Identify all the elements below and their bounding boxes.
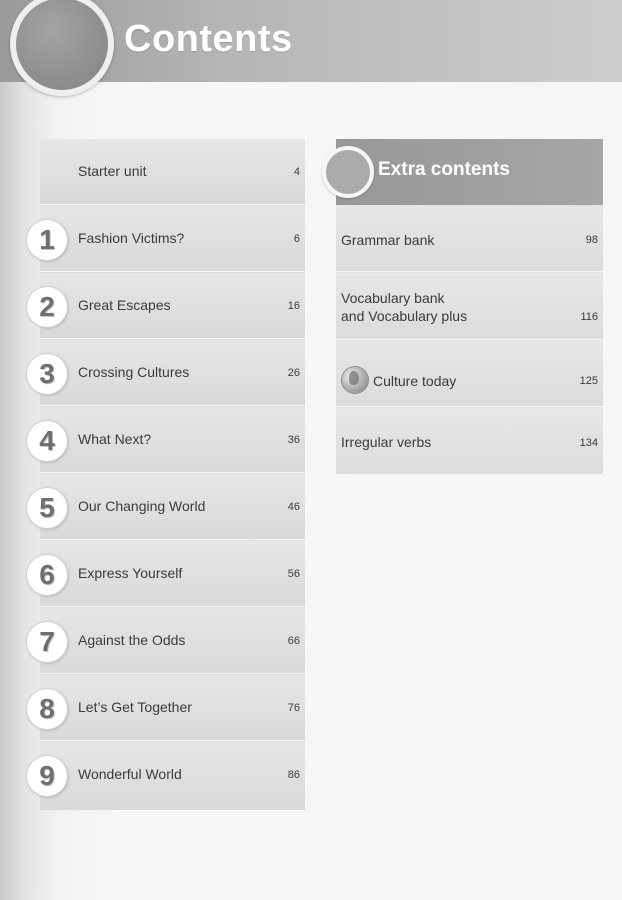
unit-page-number: 4 [293,166,300,178]
unit-row-9[interactable] [40,742,305,810]
extra-contents-panel [336,139,603,474]
unit-number: 9 [39,760,55,791]
unit-page-number: 36 [287,434,300,446]
unit-row-1[interactable] [40,206,305,272]
unit-page-number: 86 [287,769,300,781]
unit-number: 3 [39,358,55,389]
globe-icon [342,367,368,393]
unit-number-badge [27,555,67,595]
page-title: Contents [124,18,293,60]
unit-row-8[interactable] [40,675,305,741]
extra-header-circle-decoration [322,146,374,198]
unit-number-badge [27,220,67,260]
extra-contents-title: Extra contents [378,159,510,180]
unit-label: Crossing Cultures [78,364,190,380]
units-panel [40,139,305,810]
unit-page-number: 46 [287,501,300,513]
extra-item-page-number: 134 [579,437,598,449]
unit-number-badge [27,421,67,461]
unit-page-number: 16 [287,300,300,312]
unit-number: 1 [39,224,55,255]
unit-row-6[interactable] [40,541,305,607]
unit-page-number: 76 [287,702,300,714]
unit-row-3[interactable] [40,340,305,406]
header-circle-decoration [10,0,114,96]
unit-number-badge [27,287,67,327]
extra-item-label-line2: and Vocabulary plus [341,308,468,324]
extra-item-label: Irregular verbs [341,434,432,450]
extra-item-page-number: 125 [579,375,598,387]
unit-number-badge [27,622,67,662]
unit-label: Wonderful World [78,766,182,782]
unit-label: Fashion Victims? [78,230,185,246]
extra-row-vocabulary-bank[interactable] [336,273,603,340]
unit-number: 2 [39,291,55,322]
unit-label: Our Changing World [78,498,206,514]
unit-page-number: 66 [287,635,300,647]
unit-number-badge [27,488,67,528]
unit-label: Against the Odds [78,632,186,648]
extra-item-page-number: 98 [585,234,598,246]
unit-number: 6 [39,559,55,590]
unit-number-badge [27,756,67,796]
extra-item-page-number: 116 [580,311,598,323]
unit-number: 4 [39,425,55,456]
unit-label: Starter unit [78,163,147,179]
unit-page-number: 6 [293,233,300,245]
unit-row-4[interactable] [40,407,305,473]
unit-row-5[interactable] [40,474,305,540]
extra-row-culture-today[interactable] [336,341,603,407]
extra-contents-header [336,139,603,205]
extra-item-label: Culture today [373,373,457,389]
unit-number: 7 [39,626,55,657]
unit-label: Great Escapes [78,297,171,313]
unit-number: 5 [39,492,55,523]
extra-row-irregular-verbs[interactable] [336,408,603,474]
unit-row-2[interactable] [40,273,305,339]
unit-label: What Next? [78,431,152,447]
unit-number-badge [27,354,67,394]
header-band [0,0,622,82]
extra-item-label: Grammar bank [341,232,435,248]
unit-row-7[interactable] [40,608,305,674]
unit-row-starter[interactable] [40,139,305,205]
unit-label: Let’s Get Together [78,699,192,715]
unit-number: 8 [39,693,55,724]
unit-page-number: 56 [287,568,300,580]
extra-row-grammar-bank[interactable] [336,206,603,272]
unit-label: Express Yourself [78,565,183,581]
unit-number-badge [27,689,67,729]
extra-item-label: Vocabulary bank [341,290,445,306]
unit-page-number: 26 [287,367,300,379]
